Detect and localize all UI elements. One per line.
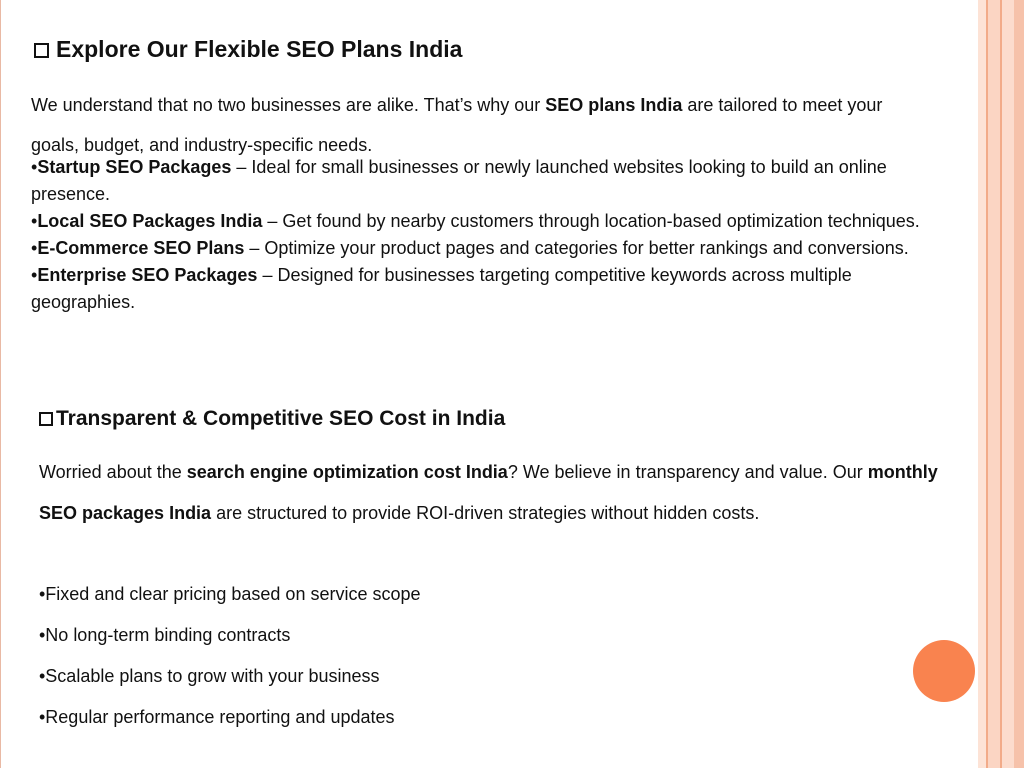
bullet-text: – Ideal for small businesses or newly launched websites looking to build an online presence. xyxy=(31,157,887,204)
section-heading-cost xyxy=(39,407,505,431)
bullet-text: – Get found by nearby customers through location-based optimization techniques. xyxy=(262,211,920,231)
decorative-stripe xyxy=(988,0,1000,768)
bullet-text: – Optimize your product pages and categories for better rankings and conversions. xyxy=(244,238,909,258)
heading-text: Explore Our Flexible SEO Plans India xyxy=(56,36,463,62)
list-item: •Scalable plans to grow with your business xyxy=(39,666,380,686)
cost-bullet-list xyxy=(39,574,939,738)
checkbox-bullet-icon xyxy=(34,43,49,58)
intro-keyword: search engine optimization cost India xyxy=(186,462,508,482)
bullet-title: Local SEO Packages India xyxy=(37,211,263,231)
list-item: •No long-term binding contracts xyxy=(39,625,291,645)
list-item xyxy=(31,235,956,262)
intro-text: are structured to provide ROI-driven strategies without hidden costs. xyxy=(211,503,760,523)
decorative-stripe xyxy=(1002,0,1014,768)
bullet-text: – Designed for businesses targeting competitive keywords across multiple geographies. xyxy=(31,265,852,312)
section-heading-plans xyxy=(34,36,462,63)
cost-intro-paragraph xyxy=(39,452,959,534)
plans-bullet-list xyxy=(31,154,956,316)
bullet-title: E-Commerce SEO Plans xyxy=(37,238,245,258)
list-item xyxy=(31,262,956,316)
intro-text: ? We believe in transparency and value. Our xyxy=(507,462,868,482)
intro-keyword: monthly SEO packages India xyxy=(39,462,938,523)
list-item: •Fixed and clear pricing based on service scope xyxy=(39,584,421,604)
bullet-title: Enterprise SEO Packages xyxy=(37,265,258,285)
intro-keyword: SEO plans India xyxy=(545,95,683,115)
intro-text: We understand that no two businesses are alike. That’s why our xyxy=(31,95,546,115)
bullet-marker: • xyxy=(31,265,38,285)
plans-intro-paragraph xyxy=(31,85,931,165)
intro-text: Worried about the xyxy=(39,462,187,482)
decorative-stripe xyxy=(978,0,986,768)
bullet-title: Startup SEO Packages xyxy=(37,157,232,177)
decorative-stripe xyxy=(1014,0,1024,768)
list-item xyxy=(31,208,956,235)
list-item: •Regular performance reporting and updates xyxy=(39,707,395,727)
intro-text: are tailored to meet your goals, budget, and industry-specific needs. xyxy=(31,95,883,155)
bullet-marker: • xyxy=(31,211,38,231)
bullet-marker: • xyxy=(31,238,38,258)
heading-text: Transparent & Competitive SEO Cost in India xyxy=(56,407,506,430)
bullet-marker: • xyxy=(31,157,38,177)
checkbox-bullet-icon xyxy=(39,412,53,426)
list-item xyxy=(31,154,956,208)
